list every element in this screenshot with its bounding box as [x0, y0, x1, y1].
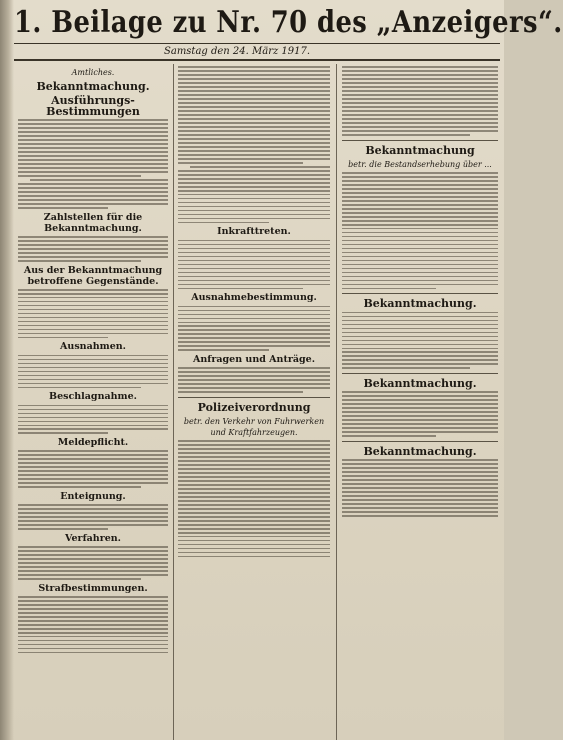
text-block	[18, 119, 168, 208]
heading-ausnahmen: Ausnahmen.	[60, 341, 126, 353]
column-1	[18, 64, 168, 740]
text-block	[178, 367, 330, 393]
heading-bekanntmachung-bestandserhebung: Bekanntmachung	[365, 143, 475, 157]
text-block	[342, 66, 498, 135]
issue-date: Samstag den 24. März 1917.	[164, 46, 311, 57]
text-block	[18, 504, 168, 530]
dateline	[14, 45, 500, 59]
heading-betroffene-gegenstaende: Aus der Bekanntmachung betroffene Gegenstände.	[23, 264, 163, 287]
text-block	[18, 405, 168, 434]
column-3	[342, 64, 498, 740]
section-label-amtliches: Amtliches.	[71, 68, 115, 77]
text-block	[178, 306, 330, 351]
heading-enteignung: Enteignung.	[60, 490, 126, 502]
heading-bekanntmachung-2: Bekanntmachung.	[363, 297, 477, 311]
column-divider	[173, 64, 174, 740]
column-divider	[336, 64, 337, 740]
column-2	[178, 64, 330, 740]
heading-bekanntmachung: Bekanntmachung.	[36, 80, 150, 93]
masthead-title: 1. Beilage zu Nr. 70 des „Anzeigers“.	[14, 5, 563, 40]
dateline-bottom-rule	[14, 59, 500, 61]
heading-strafbestimmungen: Strafbestimmungen.	[38, 582, 148, 594]
section-rule	[342, 441, 498, 442]
heading-verfahren: Verfahren.	[65, 532, 121, 544]
heading-ausfuehrungsbestimmungen: Ausführungs-Bestimmungen	[46, 94, 140, 118]
heading-beschlagnahme: Beschlagnahme.	[49, 391, 137, 403]
text-block	[18, 289, 168, 338]
text-block	[178, 66, 330, 223]
text-block	[18, 236, 168, 262]
heading-inkrafttreten: Inkrafttreten.	[217, 226, 291, 238]
text-block	[18, 596, 168, 653]
heading-bekanntmachung-3: Bekanntmachung.	[363, 377, 477, 391]
heading-meldepflicht: Meldepflicht.	[57, 437, 129, 449]
text-block	[342, 312, 498, 369]
text-block	[342, 459, 498, 516]
subheading-bestandserhebung: betr. die Bestandserhebung über ...	[348, 159, 492, 169]
text-block	[18, 450, 168, 487]
section-rule	[342, 373, 498, 374]
heading-bekanntmachung-4: Bekanntmachung.	[363, 444, 477, 458]
subheading-polizeiverordnung: betr. den Verkehr von Fuhrwerken und Kraftfahrzeugen.	[183, 416, 325, 437]
section-rule	[342, 293, 498, 294]
section-rule	[178, 397, 330, 398]
text-block	[342, 391, 498, 436]
text-block	[18, 355, 168, 388]
text-block	[18, 546, 168, 579]
dateline-top-rule	[14, 43, 500, 44]
heading-polizeiverordnung: Polizeiverordnung	[197, 400, 311, 414]
heading-zahlstellen: Zahlstellen für die Bekanntmachung.	[43, 211, 143, 234]
text-block	[342, 172, 498, 289]
heading-anfragen: Anfragen und Anträge.	[192, 353, 315, 365]
text-block	[178, 440, 330, 557]
heading-ausnahmebestimmung: Ausnahmebestimmung.	[191, 292, 317, 304]
text-block	[178, 240, 330, 289]
section-rule	[342, 140, 498, 141]
